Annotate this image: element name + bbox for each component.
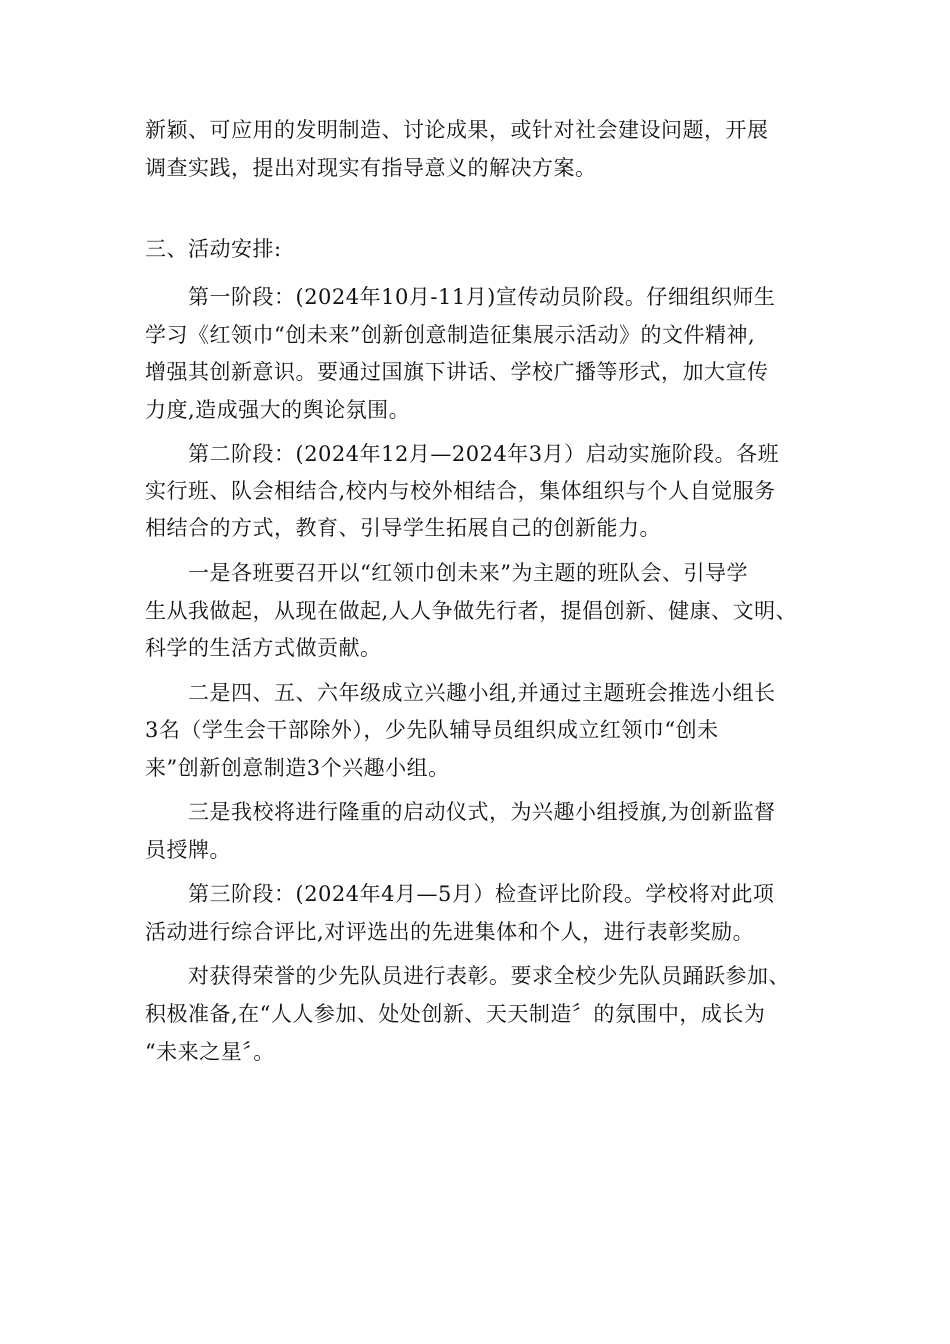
body-text-line: 员授牌。 (145, 838, 231, 862)
paragraph-first-line: 第三阶段：(2024年4月—5月）检查评比阶段。学校将对此项 (188, 882, 775, 906)
body-text-line: 调查实践，提出对现实有指导意义的解决方案。 (145, 156, 597, 180)
paragraph-first-line: 第一阶段：(2024年10月-11月)宣传动员阶段。仔细组织师生 (188, 285, 776, 309)
body-text-line: 3名（学生会干部除外），少先队辅导员组织成立红领巾“创未 (145, 718, 719, 742)
body-text-line: 来”创新创意制造3个兴趣小组。 (145, 756, 450, 780)
body-text-line: 力度,造成强大的舆论氛围。 (145, 398, 411, 422)
body-text-line: 相结合的方式，教育、引导学生拓展自己的创新能力。 (145, 516, 661, 540)
body-text-line: “未来之星〞。 (145, 1040, 275, 1064)
paragraph-first-line: 对获得荣誉的少先队员进行表彰。要求全校少先队员踊跃参加、 (188, 964, 790, 988)
section-heading: 三、活动安排: (145, 237, 282, 261)
body-text-line: 积极准备,在“人人参加、处处创新、天天制造〞的氛围中，成长为 (145, 1002, 766, 1026)
body-text-line: 生从我做起，从现在做起,人人争做先行者，提倡创新、健康、文明、 (145, 599, 798, 623)
body-text-line: 增强其创新意识。要通过国旗下讲话、学校广播等形式，加大宣传 (145, 360, 769, 384)
paragraph-first-line: 二是四、五、六年级成立兴趣小组,并通过主题班会推选小组长 (188, 681, 776, 705)
body-text-line: 学习《红领巾“创未来”创新创意制造征集展示活动》的文件精神, (145, 323, 756, 347)
paragraph-first-line: 三是我校将进行隆重的启动仪式，为兴趣小组授旗,为创新监督 (188, 800, 776, 824)
paragraph-first-line: 一是各班要召开以“红领巾创未来”为主题的班队会、引导学 (188, 561, 748, 585)
body-text-line: 科学的生活方式做贡献。 (145, 636, 382, 660)
body-text-line: 新颖、可应用的发明制造、讨论成果，或针对社会建设问题，开展 (145, 118, 769, 142)
paragraph-first-line: 第二阶段：(2024年12月—2024年3月）启动实施阶段。各班 (188, 442, 780, 466)
body-text-line: 活动进行综合评比,对评选出的先进集体和个人，进行表彰奖励。 (145, 920, 755, 944)
body-text-line: 实行班、队会相结合,校内与校外相结合，集体组织与个人自觉服务 (145, 479, 776, 503)
